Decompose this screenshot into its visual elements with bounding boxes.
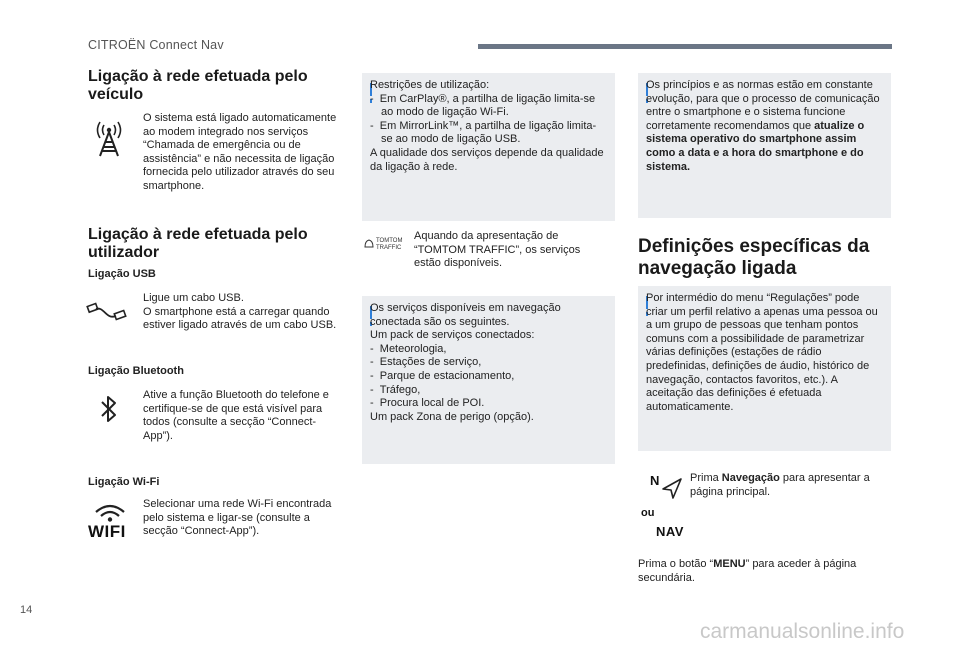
wifi-text: Selecionar uma rede Wi-Fi encontrada pelo sistema e ligar-se (consulte a secção “Connect-App”). — [143, 498, 332, 538]
tomtom-traffic-icon — [364, 238, 408, 252]
menu-text: Prima o botão “MENU” para aceder à página secundária. — [638, 558, 857, 584]
principles-box — [638, 73, 891, 218]
restrictions-title: Restrições de utilização: — [370, 79, 490, 91]
header-bar — [478, 44, 892, 49]
service-item: - Estações de serviço, — [370, 356, 482, 369]
tomtom-icon-line1: TOMTOM — [376, 238, 403, 244]
nav-icon-letter: N — [650, 473, 660, 488]
principles-text: Os princípios e as normas estão em constante evolução, para que o processo de comunicação entre o smartphone e o sistema funcione corretamente recomendamos que — [646, 79, 880, 132]
nav-button-icon: NAV — [656, 524, 684, 539]
restriction-item: - Em MirrorLink™, a partilha de ligação limita-se ao modo de ligação USB. — [370, 119, 597, 146]
settings-box — [638, 286, 891, 451]
principles-text-bold: atualize o sistema operativo do smartphone assim como a data e a hora do smartphone e do sistema. — [646, 119, 865, 173]
heading-bluetooth: Ligação Bluetooth — [88, 365, 184, 377]
service-item: - Parque de estacionamento, — [370, 369, 515, 382]
tomtom-hand-icon — [364, 238, 374, 248]
heading-connected-navigation: Definições específicas da navegação ligada — [638, 236, 870, 279]
services-footer: Um pack Zona de perigo (opção). — [370, 410, 534, 423]
service-item: - Meteorologia, — [370, 342, 447, 355]
service-item: - Procura local de POI. — [370, 397, 485, 410]
services-intro: Os serviços disponíveis em navegação conectada são os seguintes. — [370, 302, 561, 328]
wifi-icon-label: WIFI — [88, 522, 126, 541]
usb-text: Ligue um cabo USB. O smartphone está a carregar quando estiver ligado através de um cabo USB. — [143, 292, 337, 332]
service-item: - Tráfego, — [370, 383, 421, 396]
tomtom-text: Aquando da apresentação de “TOMTOM TRAFFIC”, os serviços estão disponíveis. — [414, 230, 581, 270]
heading-user-connection: Ligação à rede efetuada pelo utilizador — [88, 226, 308, 261]
services-box — [362, 296, 615, 464]
antenna-icon — [92, 120, 126, 158]
page-number: 14 — [20, 604, 33, 616]
heading-usb: Ligação USB — [88, 268, 156, 280]
vehicle-connection-text: O sistema está ligado automaticamente ao modem integrado nos serviços “Chamada de emergência ou de assistência” e não necessita de ligação fornecida pelo utilizador através do seu smartphone. — [143, 112, 337, 192]
heading-wifi: Ligação Wi-Fi — [88, 476, 160, 488]
bluetooth-text: Ative a função Bluetooth do telefone e certifique-se de que está visível para todos (consulte a secção “Connect-App”). — [143, 389, 329, 442]
tomtom-icon-line2: TRAFFIC — [376, 245, 402, 251]
restrictions-box — [362, 73, 615, 221]
nav-text-bold: Navegação — [721, 472, 780, 484]
navigation-arrow-icon — [660, 477, 684, 499]
menu-text-bold: MENU — [713, 558, 746, 570]
nav-text: Prima Navegação para apresentar a página principal. — [690, 472, 870, 498]
usb-cable-icon — [86, 300, 128, 324]
bluetooth-icon — [99, 393, 119, 425]
restrictions-footer: A qualidade dos serviços depende da qualidade da ligação à rede. — [370, 146, 604, 173]
services-pack: Um pack de serviços conectados: — [370, 329, 535, 342]
header-title: CITROËN Connect Nav — [88, 38, 224, 52]
restriction-item: - Em CarPlay®, a partilha de ligação limita-se ao modo de ligação Wi-Fi. — [370, 92, 596, 119]
or-label: ou — [641, 507, 655, 519]
heading-vehicle-connection: Ligação à rede efetuada pelo veículo — [88, 68, 308, 103]
settings-text: Por intermédio do menu “Regulações” pode criar um perfil relativo a apenas uma pessoa ou a um grupo de pessoas que tenham pontos comuns com a possibilidade de parametrizar várias definições (estações de rádio predefinidas, definições de áudio, histórico de navegação, contactos favoritos, etc.). A aceitação das definições é efetuada automaticamente. — [646, 292, 878, 413]
watermark: carmanualsonline.info — [700, 620, 905, 643]
wifi-icon — [88, 500, 132, 540]
